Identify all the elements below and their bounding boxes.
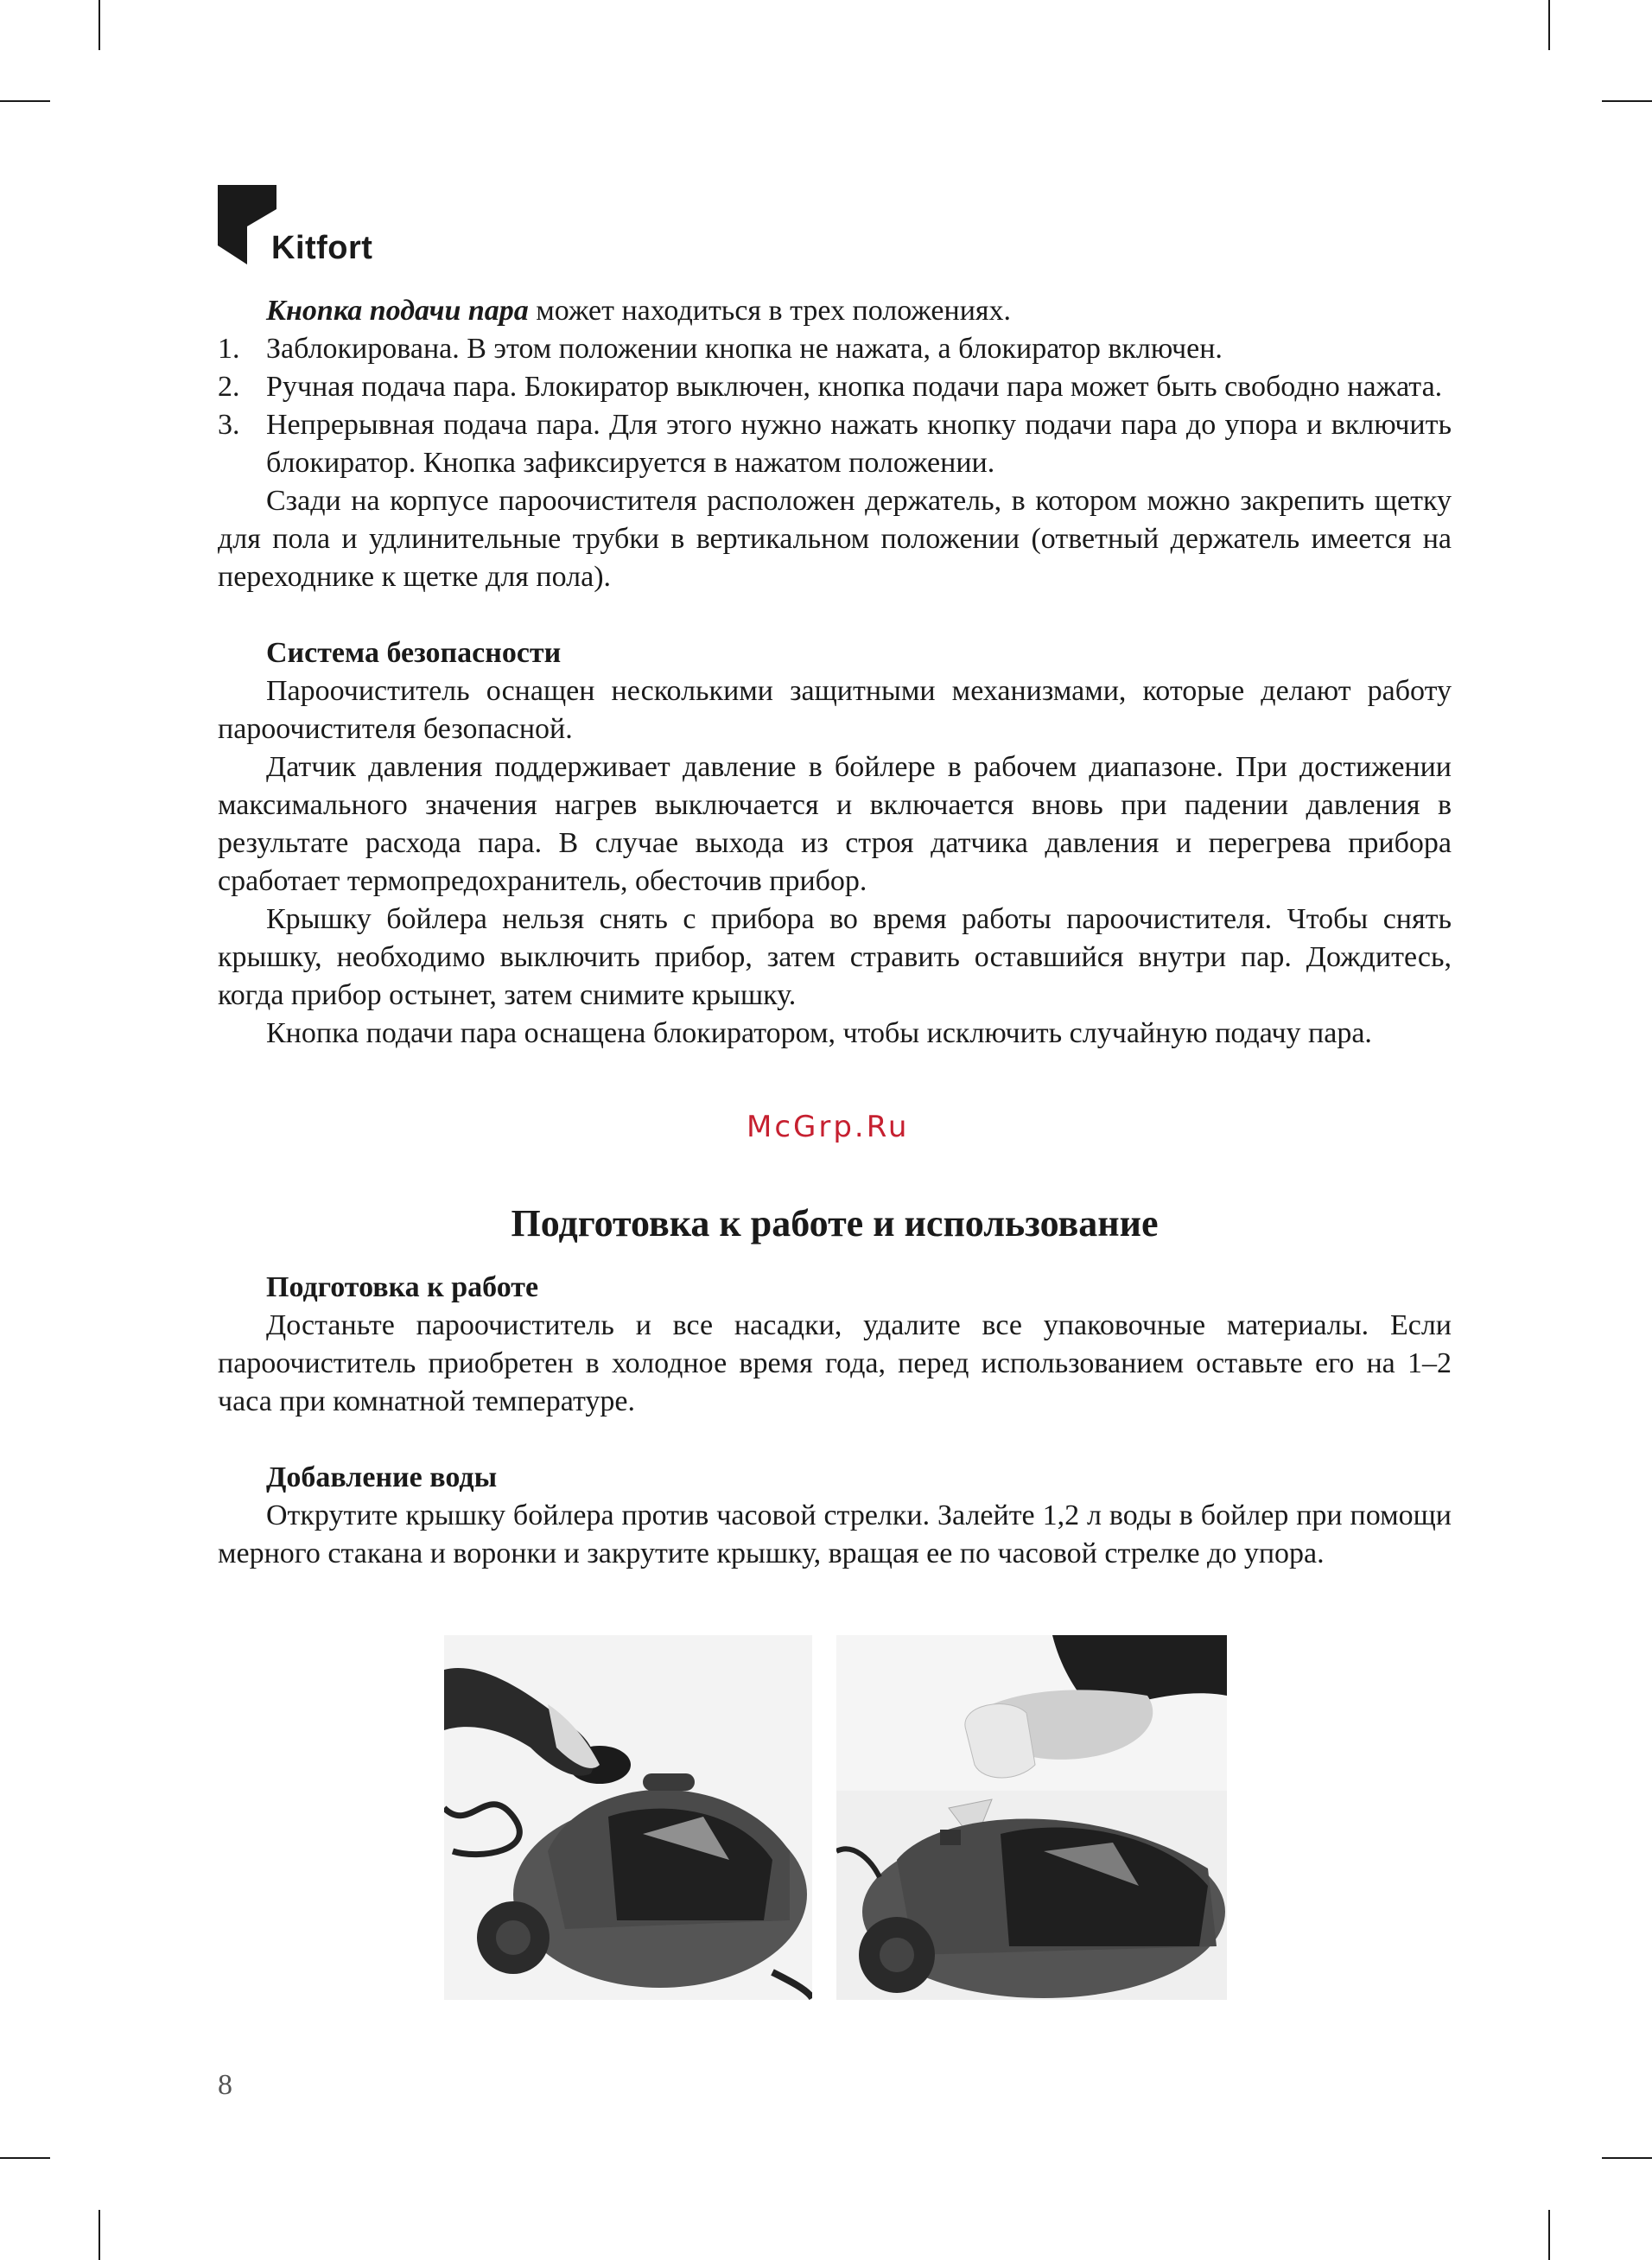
list-text: Заблокирована. В этом положении кнопка не нажата, а блокиратор включен. (266, 333, 1223, 365)
water-heading: Добавление воды (266, 1461, 498, 1493)
preparation-paragraph: Достаньте пароочиститель и все насадки, удалите все упаковочные материалы. Если пароочиститель приобретен в холодное время года, перед использованием оставьте его на 1–2 часа при комнатной температуре. (218, 1309, 1452, 1417)
crop-mark (1602, 100, 1652, 102)
list-number: 1. (218, 333, 240, 365)
brand-name: Kitfort (271, 230, 373, 266)
steam-cleaner-pour-water-photo (836, 1635, 1227, 2000)
list-number: 2. (218, 371, 240, 403)
crop-mark (0, 2157, 50, 2159)
steam-button-term: Кнопка подачи пара (266, 295, 529, 327)
preparation-heading: Подготовка к работе (266, 1271, 539, 1303)
list-number: 3. (218, 409, 240, 441)
page-number: 8 (218, 2069, 232, 2101)
steam-cleaner-open-cap-photo (444, 1635, 812, 2000)
crop-mark (98, 2210, 100, 2260)
list-item (218, 368, 1452, 406)
section-title: Подготовка к работе и использование (511, 1202, 1159, 1245)
list-text: Непрерывная подача пара. Для этого нужно нажать кнопку подачи пара до упора и включить блокиратор. Кнопка зафиксируется в нажатом положении. (266, 409, 1452, 479)
preparation-section (218, 1198, 1452, 1573)
kitfort-logo-mark-icon (218, 185, 278, 268)
safety-paragraph: Крышку бойлера нельзя снять с прибора во время работы пароочистителя. Чтобы снять крышку, необходимо выключить прибор, затем стравить оставшийся внутри пар. Дождитесь, когда прибор остынет, затем снимите крышку. (218, 903, 1452, 1011)
steam-button-intro (218, 292, 1452, 330)
list-item (218, 330, 1452, 368)
list-text: Ручная подача пара. Блокиратор выключен, кнопка подачи пара может быть свободно нажата. (266, 371, 1443, 403)
list-item (218, 406, 1452, 482)
water-paragraph: Открутите крышку бойлера против часовой стрелки. Залейте 1,2 л воды в бойлер при помощи мерного стакана и воронки и закрутите крышку, вращая ее по часовой стрелке до упора. (218, 1499, 1452, 1569)
steam-button-intro-text: может находиться в трех положениях. (528, 295, 1012, 327)
steam-button-section (218, 292, 1452, 1053)
holder-paragraph: Сзади на корпусе пароочистителя расположен держатель, в котором можно закрепить щетку для пола и удлинительные трубки в вертикальном положении (ответный держатель имеется на переходнике к щетке для пола). (218, 485, 1452, 593)
safety-heading: Система безопасности (266, 637, 562, 669)
watermark: McGrp.Ru (747, 1110, 910, 1144)
crop-mark (1602, 2157, 1652, 2159)
crop-mark (0, 100, 50, 102)
safety-paragraph: Кнопка подачи пара оснащена блокиратором, чтобы исключить случайную подачу пара. (266, 1017, 1372, 1049)
crop-mark (98, 0, 100, 50)
safety-paragraph: Датчик давления поддерживает давление в бойлере в рабочем диапазоне. При достижении максимального значения нагрев выключается и включается вновь при падении давления в результате расхода пара. В случае выхода из строя датчика давления и перегрева прибора сработает термопредохранитель, обесточив прибор. (218, 751, 1452, 897)
crop-mark (1548, 0, 1550, 50)
crop-mark (1548, 2210, 1550, 2260)
safety-paragraph: Пароочиститель оснащен несколькими защитными механизмами, которые делают работу пароочистителя безопасной. (218, 675, 1452, 745)
